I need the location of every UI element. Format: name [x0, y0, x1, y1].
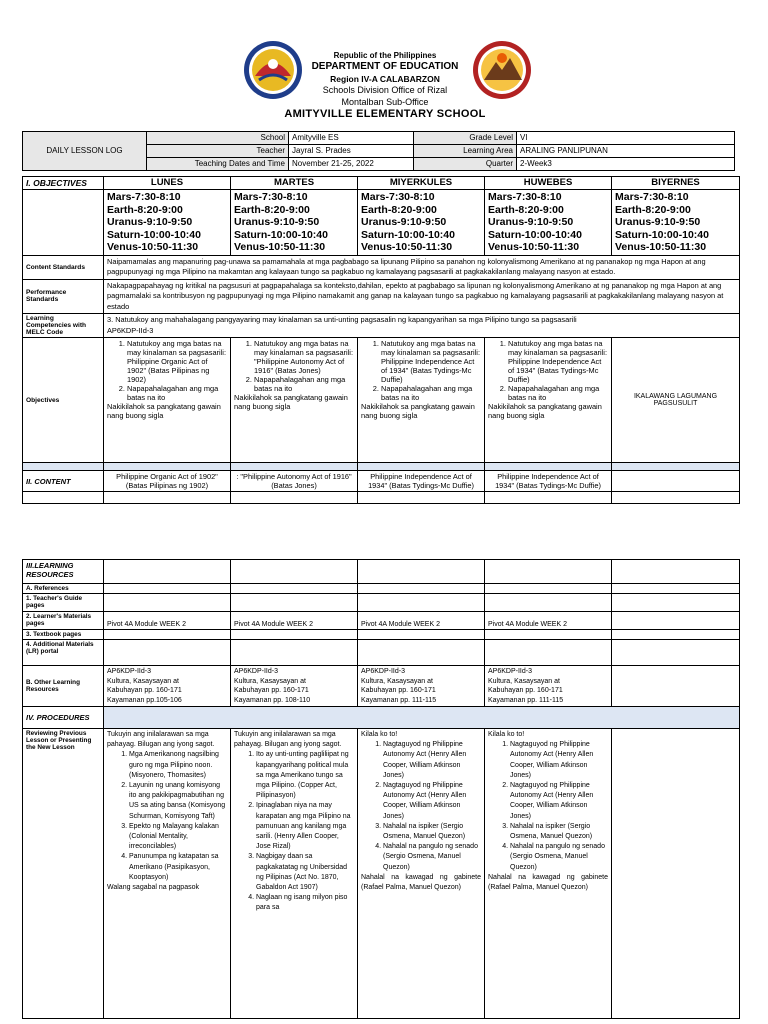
resources-heading: III.LEARNING RESOURCES	[23, 560, 104, 584]
objectives-mon: 1. Natutukoy ang mga batas na may kinalaman sa pagsasarili: Philippine Organic Act of 1902" (Batas Pilipinas ng 1902) 2. Napapahalagahan ang mga batas na ito Nakikilahok sa pangkatang gawain nang buong sigla	[104, 338, 231, 463]
school-label: School	[147, 132, 289, 145]
division-line: Schools Division Office of Rizal	[322, 85, 448, 95]
day-wed: MIYERKULES	[358, 177, 485, 190]
resources-table	[22, 559, 740, 1019]
teacher-label: Teacher	[147, 145, 289, 158]
additional-materials-label: 4. Additional Materials (LR) portal	[23, 640, 104, 666]
content-tue: : "Philippine Autonomy Act of 1916" (Batas Jones)	[231, 471, 358, 492]
objectives-thu: 1. Natutukoy ang mga batas na may kinalaman sa pagsasarili: Philippine Independence Act of 1934" (Batas Tydings-Mc Duffie) 2. Napapahalagahan ang mga batas na ito Nakikilahok sa pangkatang gawain nang buong sigla	[485, 338, 612, 463]
competencies-cell	[104, 314, 740, 338]
lm-thu: Pivot 4A Module WEEK 2	[485, 612, 612, 630]
day-tue: MARTES	[231, 177, 358, 190]
other-resources-label: B. Other Learning Resources	[23, 666, 104, 707]
content-wed: Philippine Independence Act of 1934" (Batas Tydings-Mc Duffie)	[358, 471, 485, 492]
school-name: AMITYVILLE ELEMENTARY SCHOOL	[284, 108, 486, 120]
schedule-wed: Mars-7:30-8:10 Earth-8:20-9:00 Uranus-9:10-9:50 Saturn-10:00-10:40 Venus-10:50-11:30	[358, 190, 485, 256]
schedule-thu: Mars-7:30-8:10 Earth-8:20-9:00 Uranus-9:10-9:50 Saturn-10:00-10:40 Venus-10:50-11:30	[485, 190, 612, 256]
procedure-tue: Tukuyin ang inilalarawan sa mga pahayag. Bilugan ang iyong sagot. 1. Ito ay unti-unting pagliliipat ng kapangyarihang political mula sa mga Amerikano tungo sa mga Pilipino. (Copper Act, Pilipinasyon) 2. Ipinaglaban niya na may karapatan ang mga Pilipino na pamunuan ang kanilang mga sarili. (Henry Allen Cooper, Jose Rizal) 3. Nagbigay daan sa pagkakatatag ng Unibersidad ng Pilipinas (Act No. 1870, Gabaldon Act 1907) 4. Naglaan ng isang milyon piso para sa	[231, 729, 358, 1019]
other-mon: AP6KDP-IId-3 Kultura, Kasaysayan at Kabuhayan pp. 160-171 Kayamanan pp.105-106	[104, 666, 231, 707]
dll-title: DAILY LESSON LOG	[23, 132, 147, 171]
procedures-heading: IV. PROCEDURES	[23, 707, 104, 729]
teachers-guide-label: 1. Teacher's Guide pages	[23, 594, 104, 612]
suboffice-line: Montalban Sub-Office	[341, 97, 429, 107]
competency-code: AP6KDP-IId-3	[107, 325, 154, 335]
competencies-label: Learning Competencies with MELC Code	[23, 314, 104, 338]
objectives-fri: IKALAWANG LAGUMANG PAGSUSULIT	[612, 338, 740, 463]
school-value: Amityville ES	[289, 132, 414, 145]
objectives-tue: 1. Natutukoy ang mga batas na may kinalaman sa pagsasarili: "Philippine Autonomy Act of 1916" (Batas Jones) 2. Napapahalagahan ang mga batas na ito Nakikilahok sa pangkatang gawain nang buong sigla	[231, 338, 358, 463]
content-standards-label: Content Standards	[23, 255, 104, 279]
document-header	[0, 0, 768, 130]
procedure-wed: Kilala ko to! 1. Nagtaguyod ng Philippine Autonomy Act (Henry Allen Cooper, William Atkinson Jones) 2. Nagtaguyod ng Philippine Autonomy Act (Henry Allen Cooper, William Atkinson Jones) 3. Nahalal na ispiker (Sergio Osmena, Manuel Quezon) 4. Nahalal na pangulo ng senado (Sergio Osmena, Manuel Quezon) Nahalal na kawagad ng gabinete (Rafael Palma, Manuel Quezon)	[358, 729, 485, 1019]
content-mon: Philippine Organic Act of 1902" (Batas Pilipinas ng 1902)	[104, 471, 231, 492]
other-tue: AP6KDP-IId-3 Kultura, Kasaysayan at Kabuhayan pp. 160-171 Kayamanan pp. 108-110	[231, 666, 358, 707]
procedure-thu: Kilala ko to! 1. Nagtaguyod ng Philippine Autonomy Act (Henry Allen Cooper, William Atkinson Jones) 2. Nagtaguyod ng Philippine Autonomy Act (Henry Allen Cooper, William Atkinson Jones) 3. Nahalal na ispiker (Sergio Osmena, Manuel Quezon) 4. Nahalal na pangulo ng senado (Sergio Osmena, Manuel Quezon) Nahalal na kawagad ng gabinete (Rafael Palma, Manuel Quezon)	[485, 729, 612, 1019]
area-value: ARALING PANLIPUNAN	[517, 145, 735, 158]
schedule-tue: Mars-7:30-8:10 Earth-8:20-9:00 Uranus-9:10-9:50 Saturn-10:00-10:40 Venus-10:50-11:30	[231, 190, 358, 256]
grade-value: VI	[517, 132, 735, 145]
lm-tue: Pivot 4A Module WEEK 2	[231, 612, 358, 630]
performance-standards-text: Nakapagpapahayag ng kritikal na pagsusuri at pagpapahalaga sa konteksto,dahilan, epekto at pagbabago sa lipunan ng kolonyalismong Amerikano at ng pananakop ng mga Hapon at ang pagmamalaki sa kontribusyon ng pagpupunyagi ng mga Pilipino namakamit ang ganap na kalayaan tungo sa pagkabuo ng kamalayang pagsasarili at pagkakakilanlang malayang nasyon at estado	[104, 279, 740, 314]
references-label: A. References	[23, 584, 104, 594]
grade-label: Grade Level	[414, 132, 517, 145]
content-thu: Philippine Independence Act of 1934" (Batas Tydings-Mc Duffie)	[485, 471, 612, 492]
area-label: Learning Area	[414, 145, 517, 158]
textbook-label: 3. Textbook pages	[23, 630, 104, 640]
other-wed: AP6KDP-IId-3 Kultura, Kasaysayan at Kabuhayan pp. 160-171 Kayamanan pp. 111-115	[358, 666, 485, 707]
department-line: DEPARTMENT OF EDUCATION	[311, 61, 459, 72]
dates-value: November 21-25, 2022	[289, 158, 414, 171]
lm-mon: Pivot 4A Module WEEK 2	[104, 612, 231, 630]
lm-wed: Pivot 4A Module WEEK 2	[358, 612, 485, 630]
day-mon: LUNES	[104, 177, 231, 190]
division-seal-icon	[472, 40, 532, 100]
other-thu: AP6KDP-IId-3 Kultura, Kasaysayan at Kabuhayan pp. 160-171 Kayamanan pp. 111-115	[485, 666, 612, 707]
info-table	[22, 131, 735, 171]
quarter-label: Quarter	[414, 158, 517, 171]
republic-line: Republic of the Philippines	[333, 51, 437, 60]
objectives-wed: 1. Natutukoy ang mga batas na may kinalaman sa pagsasarili: Philippine Independence Act of 1934" (Batas Tydings-Mc Duffie) 2. Napapahalagahan ang mga batas na ito Nakikilahok sa pangkatang gawain nang buong sigla	[358, 338, 485, 463]
performance-standards-label: Performance Standards	[23, 279, 104, 314]
content-standards-text: Naipamamalas ang mapanuring pag-unawa sa pamamahala at mga pagbabago sa lipunang Pilipino sa panahon ng kolonyalismong Amerikano at ng pananakop ng mga Hapon at ang pagpupunyagi ng mga Pilipino na makamtan ang kalayaan tungo sa pagkabuo ng kamalayang pagsasarili at pagkakakilanlang malayang nasyon at estado.	[104, 255, 740, 279]
schedule-mon: Mars-7:30-8:10 Earth-8:20-9:00 Uranus-9:10-9:50 Saturn-10:00-10:40 Venus-10:50-11:30	[104, 190, 231, 256]
objectives-table	[22, 176, 740, 504]
content-heading: II. CONTENT	[23, 471, 104, 492]
day-thu: HUWEBES	[485, 177, 612, 190]
procedure-mon: Tukuyin ang inilalarawan sa mga pahayag. Bilugan ang iyong sagot. 1. Mga Amerikanong nagsilbing guro ng mga Pilipino noon. (Misyonero, Thomasites) 2. Layunin ng unang komisyong ito ang pakikipagmabutihan ng US sa ating bansa (Komisyong Schurman, Komisyong Taft) 3. Epekto ng Malayang kalakan (Colonial Mentality, irreconcilables) 4. Panunumpa ng katapatan sa Amerikano (Pasipikasyon, Kooptasyon) Walang sagabal na pagpasok	[104, 729, 231, 1019]
objectives-label: Objectives	[23, 338, 104, 463]
teacher-value: Jayral S. Prades	[289, 145, 414, 158]
learners-materials-label: 2. Learner's Materials pages	[23, 612, 104, 630]
review-label: Reviewing Previous Lesson or Presenting the New Lesson	[23, 729, 104, 1019]
dates-label: Teaching Dates and Time	[147, 158, 289, 171]
objectives-heading: I. OBJECTIVES	[23, 177, 104, 190]
schedule-fri: Mars-7:30-8:10 Earth-8:20-9:00 Uranus-9:10-9:50 Saturn-10:00-10:40 Venus-10:50-11:30	[612, 190, 740, 256]
day-fri: BIYERNES	[612, 177, 740, 190]
region-line: Region IV-A CALABARZON	[330, 74, 440, 84]
quarter-value: 2-Week3	[517, 158, 735, 171]
competency-text: 3. Natutukoy ang mahahalagang pangyayaring may kinalaman sa unti-unting pagsasalin ng kapangyarihan sa mga Pilipino tungo sa pagsasarili	[107, 315, 577, 324]
